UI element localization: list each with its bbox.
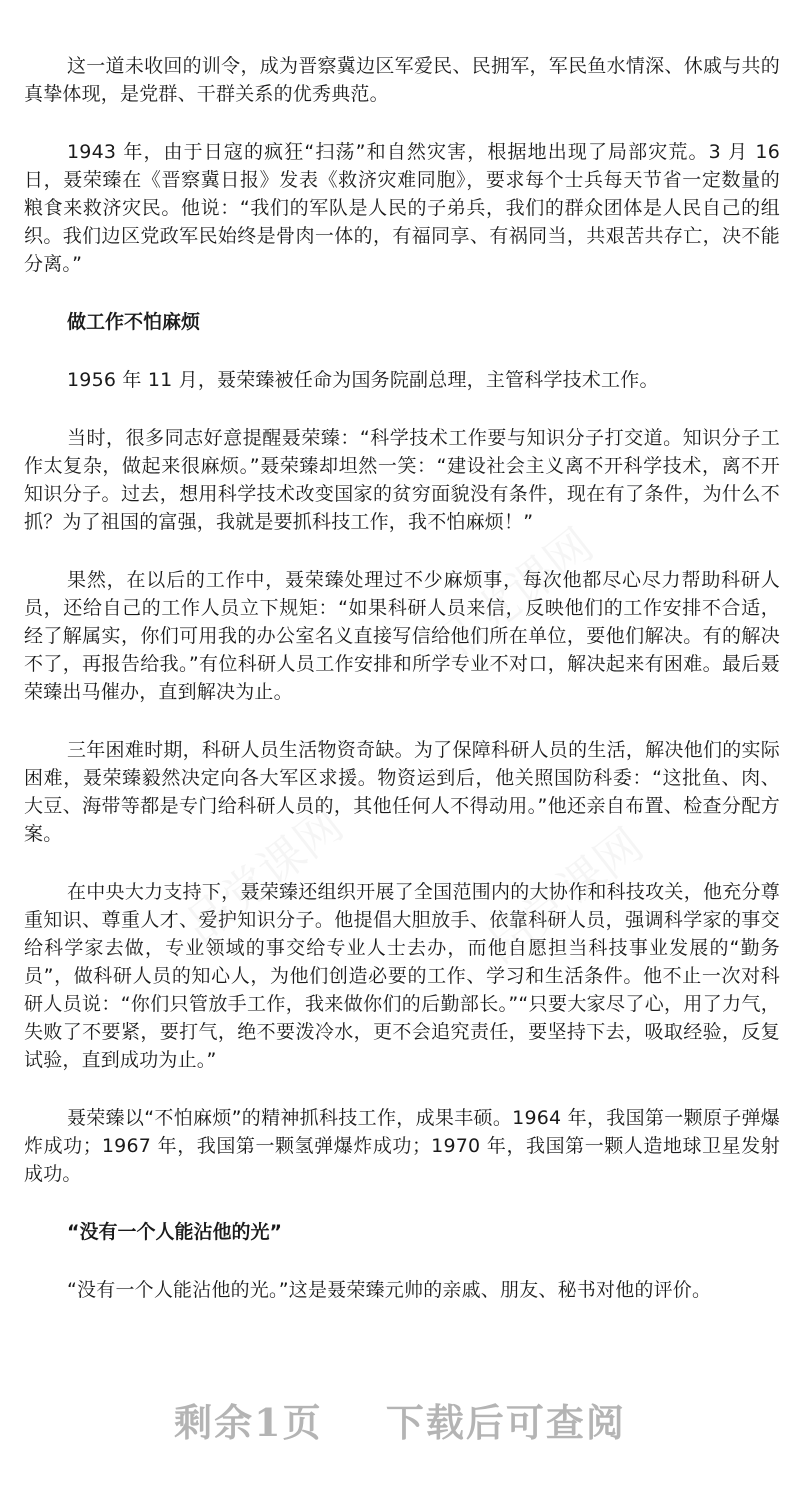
download-prompt[interactable] <box>0 1392 800 1447</box>
paragraph: 三年困难时期，科研人员生活物资奇缺。为了保障科研人员的生活，解决他们的实际困难，聂荣臻毅然决定向各大军区求援。物资运到后，他关照国防科委：“这批鱼、肉、大豆、海带等都是专门给科研人员的，其他任何人不得动用。”他还亲自布置、检查分配方案。 <box>24 739 780 845</box>
remaining-pages-label: 剩余1页 <box>174 1400 323 1445</box>
section-heading: 做工作不怕麻烦 <box>67 311 201 333</box>
watermark-text: 品党课网 <box>474 817 653 974</box>
paragraph: 在中央大力支持下，聂荣臻还组织开展了全国范围内的大协作和科技攻关，他充分尊重知识、尊重人才、爱护知识分子。他提倡大胆放手、依靠科研人员，强调科学家的事交给科学家去做，专业领域的事交给专业人士去办，而他自愿担当科技事业发展的“勤务员”，做科研人员的知心人，为他们创造必要的工作、学习和生活条件。他不止一次对科研人员说：“你们只管放手工作，我来做你们的后勤部长。”“只要大家尽了心，用了力气，失败了不要紧，要打气，绝不要泼冷水，更不会追究责任，要坚持下去，吸取经验，反复试验，直到成功为止。” <box>24 881 780 1071</box>
section-heading: “没有一个人能沾他的光” <box>67 1221 282 1243</box>
paragraph: “没有一个人能沾他的光。”这是聂荣臻元帅的亲戚、朋友、秘书对他的评价。 <box>67 1279 712 1301</box>
watermark-text: 品党课网 <box>424 517 603 674</box>
paragraph: 1956 年 11 月，聂荣臻被任命为国务院副总理，主管科学技术工作。 <box>67 369 659 391</box>
paragraph: 聂荣臻以“不怕麻烦”的精神抓科技工作，成果丰硕。1964 年，我国第一颗原子弹爆炸成功；1967 年，我国第一颗氢弹爆炸成功；1970 年，我国第一颗人造地球卫星发射成功。 <box>24 1107 780 1185</box>
paragraph: 果然，在以后的工作中，聂荣臻处理过不少麻烦事，每次他都尽心尽力帮助科研人员，还给自己的工作人员立下规矩：“如果科研人员来信，反映他们的工作安排不合适，经了解属实，你们可用我的办公室名义直接写信给他们所在单位，要他们解决。有的解决不了，再报告给我。”有位科研人员工作安排和所学专业不对口，解决起来有困难。最后聂荣臻出马催办，直到解决为止。 <box>24 569 780 703</box>
paragraph: 这一道未收回的训令，成为晋察冀边区军爱民、民拥军，军民鱼水情深、休戚与共的真挚体现，是党群、干群关系的优秀典范。 <box>24 55 780 105</box>
paragraph: 当时，很多同志好意提醒聂荣臻：“科学技术工作要与知识分子打交道。知识分子工作太复杂，做起来很麻烦。”聂荣臻却坦然一笑：“建设社会主义离不开科学技术，离不开知识分子。过去，想用科学技术改变国家的贫穷面貌没有条件，现在有了条件，为什么不抓？为了祖国的富强，我就是要抓科技工作，我不怕麻烦！” <box>24 427 780 533</box>
download-to-view-label: 下载后可查阅 <box>385 1400 626 1445</box>
paragraph: 1943 年，由于日寇的疯狂“扫荡”和自然灾害，根据地出现了局部灾荒。3 月 16 日，聂荣臻在《晋察冀日报》发表《救济灾难同胞》，要求每个士兵每天节省一定数量的粮食来救济灾民。他说：“我们的军队是人民的子弟兵，我们的群众团体是人民自己的组织。我们边区党政军民始终是骨肉一体的，有福同享、有祸同当，共艰苦共存亡，决不能分离。” <box>24 141 780 275</box>
watermark-text: 品党课网 <box>174 797 353 954</box>
document-body <box>24 52 780 1304</box>
